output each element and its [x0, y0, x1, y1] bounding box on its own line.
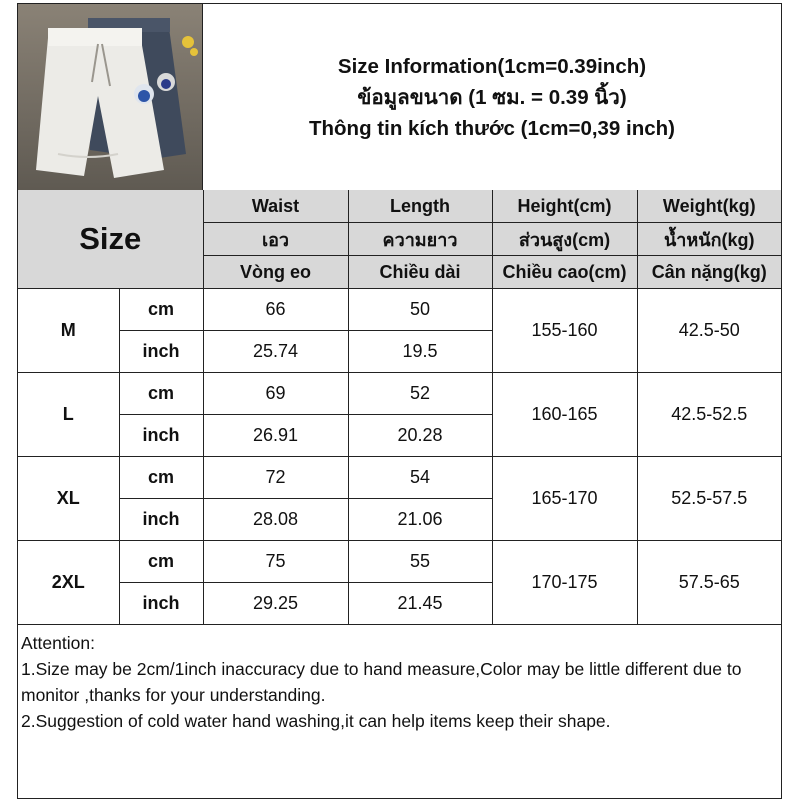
weight-range: 42.5-50 — [637, 289, 781, 373]
col-weight-en: Weight(kg) — [637, 190, 781, 223]
unit-label: inch — [119, 583, 203, 625]
attention-note: 2.Suggestion of cold water hand washing,it can help items keep their shape. — [21, 711, 611, 731]
col-weight-th: น้ำหนัก(kg) — [637, 223, 781, 256]
unit-label: cm — [119, 457, 203, 499]
weight-range: 42.5-52.5 — [637, 373, 781, 457]
col-waist-en: Waist — [203, 190, 348, 223]
length-value: 19.5 — [348, 331, 492, 373]
title-vietnamese: Thông tin kích thước (1cm=0,39 inch) — [308, 116, 676, 140]
size-name: M — [18, 289, 119, 373]
height-range: 160-165 — [492, 373, 637, 457]
unit-label: inch — [119, 499, 203, 541]
title-english: Size Information(1cm=0.39inch) — [337, 54, 647, 78]
length-value: 54 — [348, 457, 492, 499]
waist-value: 75 — [203, 541, 348, 583]
unit-label: inch — [119, 331, 203, 373]
attention-heading: Attention: — [21, 633, 95, 653]
chart-header — [18, 4, 781, 191]
waist-value: 69 — [203, 373, 348, 415]
col-height-vi: Chiều cao(cm) — [492, 256, 637, 289]
unit-label: cm — [119, 373, 203, 415]
size-name: 2XL — [18, 541, 119, 625]
title-thai: ข้อมูลขนาด (1 ซม. = 0.39 นิ้ว) — [357, 85, 627, 109]
length-value: 20.28 — [348, 415, 492, 457]
weight-range: 52.5-57.5 — [637, 457, 781, 541]
col-length-th: ความยาว — [348, 223, 492, 256]
height-range: 170-175 — [492, 541, 637, 625]
unit-label: cm — [119, 289, 203, 331]
size-name: XL — [18, 457, 119, 541]
attention-notes — [21, 630, 777, 734]
col-length-vi: Chiều dài — [348, 256, 492, 289]
waist-value: 28.08 — [203, 499, 348, 541]
col-length-en: Length — [348, 190, 492, 223]
height-range: 165-170 — [492, 457, 637, 541]
length-value: 50 — [348, 289, 492, 331]
waist-value: 66 — [203, 289, 348, 331]
size-table — [18, 190, 781, 625]
length-value: 52 — [348, 373, 492, 415]
attention-note: 1.Size may be 2cm/1inch inaccuracy due to hand measure,Color may be little different due to monitor ,thanks for your understanding. — [21, 659, 742, 705]
waist-value: 72 — [203, 457, 348, 499]
unit-label: inch — [119, 415, 203, 457]
waist-value: 25.74 — [203, 331, 348, 373]
size-header: Size — [18, 190, 203, 289]
table-row — [18, 289, 781, 331]
size-info-title — [203, 4, 781, 190]
table-row — [18, 373, 781, 415]
size-chart-sheet — [17, 3, 782, 799]
col-waist-th: เอว — [203, 223, 348, 256]
col-waist-vi: Vòng eo — [203, 256, 348, 289]
waist-value: 26.91 — [203, 415, 348, 457]
shorts-image — [18, 4, 202, 190]
table-row — [18, 457, 781, 499]
length-value: 21.06 — [348, 499, 492, 541]
table-row — [18, 541, 781, 583]
unit-label: cm — [119, 541, 203, 583]
product-photo — [18, 4, 203, 190]
col-height-th: ส่วนสูง(cm) — [492, 223, 637, 256]
weight-range: 57.5-65 — [637, 541, 781, 625]
waist-value: 29.25 — [203, 583, 348, 625]
length-value: 55 — [348, 541, 492, 583]
col-weight-vi: Cân nặng(kg) — [637, 256, 781, 289]
header-row-english — [18, 190, 781, 223]
height-range: 155-160 — [492, 289, 637, 373]
col-height-en: Height(cm) — [492, 190, 637, 223]
length-value: 21.45 — [348, 583, 492, 625]
size-name: L — [18, 373, 119, 457]
